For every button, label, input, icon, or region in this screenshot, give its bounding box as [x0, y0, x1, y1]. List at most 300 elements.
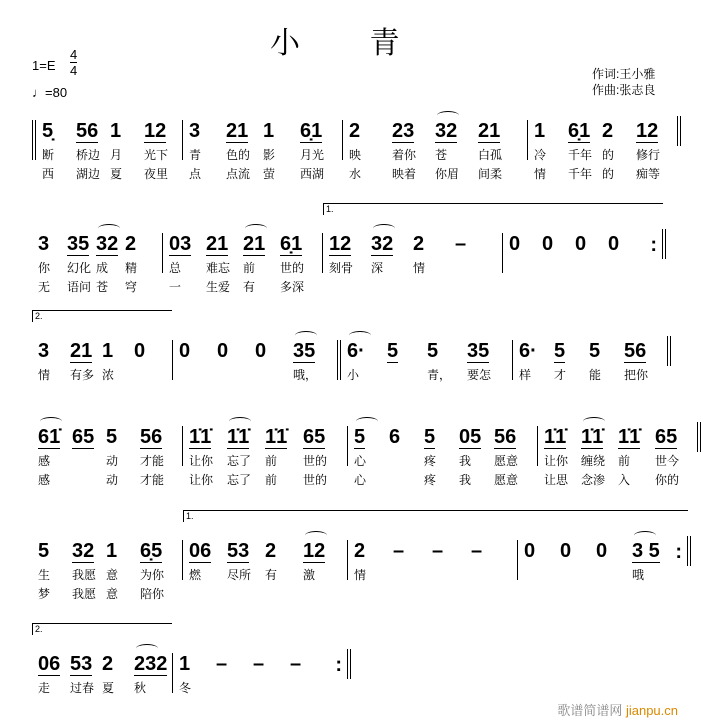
- lyric: 哦，: [293, 368, 318, 382]
- note: 2: [413, 233, 425, 255]
- note-beat: [303, 426, 341, 487]
- measure: [32, 624, 172, 695]
- note-beat: [427, 340, 467, 380]
- measure: [517, 540, 687, 580]
- note: 0: [255, 340, 267, 362]
- note: 21: [243, 233, 266, 255]
- lyric: 过春: [70, 681, 95, 695]
- measure: [32, 311, 172, 382]
- note: –: [432, 540, 444, 562]
- measure: [502, 233, 662, 273]
- note: 1: [102, 340, 114, 362]
- lyric: 一: [169, 280, 182, 294]
- song-title: 小 青: [270, 26, 430, 61]
- lyric: 情: [534, 167, 547, 181]
- note: 56: [140, 426, 163, 448]
- lyric: 你: [38, 261, 51, 275]
- lyric: 走: [38, 681, 51, 695]
- note: 0: [524, 540, 536, 562]
- measure: [342, 120, 527, 181]
- lyric: 情: [413, 261, 426, 275]
- note-beat: [206, 233, 243, 294]
- lyric: 点: [189, 167, 202, 181]
- note: 2: [354, 540, 366, 562]
- lyric: 有多: [70, 368, 95, 382]
- measure: [347, 426, 537, 487]
- note: 35: [67, 233, 90, 255]
- lyric: 让你: [544, 454, 569, 468]
- note-beat: [589, 340, 624, 380]
- note: 12: [303, 540, 326, 562]
- note-beat: [413, 233, 455, 273]
- note: 0: [217, 340, 229, 362]
- lyric: 千年: [568, 167, 593, 181]
- note: 61̇: [38, 426, 61, 448]
- lyric: 冬: [179, 681, 192, 695]
- lyric: 疼: [424, 454, 437, 468]
- lyric: 光下: [144, 148, 169, 162]
- note: 0: [560, 540, 572, 562]
- note: 0: [179, 340, 191, 362]
- note: 5: [354, 426, 366, 448]
- slur-mark: [229, 417, 251, 426]
- lyric: 青: [189, 148, 202, 162]
- note: 232: [134, 653, 168, 675]
- lyric: 前: [265, 454, 278, 468]
- lyric: 疼: [424, 473, 437, 487]
- measure: [537, 426, 697, 487]
- lyric: 萤: [263, 167, 276, 181]
- note: 1: [534, 120, 546, 142]
- lyric: 冷: [534, 148, 547, 162]
- note: 03: [169, 233, 192, 255]
- note-beat: [608, 233, 641, 273]
- lyric: 念渗: [581, 473, 606, 487]
- note: 0: [509, 233, 521, 255]
- note: 5: [106, 426, 118, 448]
- note-beat: [42, 120, 76, 181]
- note: 5̣: [42, 120, 54, 142]
- measure: [172, 340, 337, 380]
- lyric: 深: [371, 261, 384, 275]
- lyric: 色的: [226, 148, 251, 162]
- lyric: 动: [106, 454, 119, 468]
- note-beat: [265, 540, 303, 580]
- lyric: 月: [110, 148, 123, 162]
- lyric: 才能: [140, 454, 165, 468]
- measure: [512, 340, 667, 380]
- note-beat: [459, 426, 494, 487]
- lyric: 意: [106, 568, 119, 582]
- lyric: 世的: [303, 454, 328, 468]
- note-beat: [72, 426, 106, 466]
- score-system: [32, 511, 687, 601]
- lyric: 苍: [435, 148, 448, 162]
- note-beat: [102, 653, 134, 693]
- note-beat: [255, 340, 293, 380]
- slur-mark: [583, 417, 605, 426]
- lyric: 忘了: [227, 454, 252, 468]
- note: 6̣1: [280, 233, 303, 255]
- lyric: 世的: [280, 261, 305, 275]
- note: 53: [70, 653, 93, 675]
- note-beat: [76, 120, 110, 181]
- note-beat: [243, 233, 280, 294]
- note-beat: [38, 540, 72, 601]
- repeat-dots: :: [335, 654, 342, 676]
- note-beat: [568, 120, 602, 181]
- slur-mark: [305, 531, 327, 540]
- repeat-dots: :: [675, 541, 682, 563]
- note-beat: [575, 233, 608, 273]
- note: 21: [226, 120, 249, 142]
- lyric: 你眉: [435, 167, 460, 181]
- lyric: 陪你: [140, 587, 165, 601]
- lyric: 总: [169, 261, 182, 275]
- note: 5: [589, 340, 601, 362]
- lyric: 你的: [655, 473, 680, 487]
- note-beat: [455, 233, 497, 273]
- measure: [182, 120, 342, 181]
- lyric: 世的: [303, 473, 328, 487]
- score-system: [32, 311, 667, 382]
- note: 53: [227, 540, 250, 562]
- note-beat: [265, 426, 303, 487]
- note: –: [216, 653, 228, 675]
- lyric: 多深: [280, 280, 305, 294]
- note-beat: [293, 340, 331, 380]
- note: 2: [125, 233, 137, 255]
- volta-bracket: 2.: [32, 623, 172, 635]
- note-beat: [189, 120, 226, 181]
- lyric: 无: [38, 280, 51, 294]
- slur-mark: [356, 417, 378, 426]
- note: 1: [110, 120, 122, 142]
- note-beat: [534, 120, 568, 181]
- note: 0: [596, 540, 608, 562]
- measure: [32, 540, 182, 601]
- lyric: 映: [349, 148, 362, 162]
- note-beat: [596, 540, 632, 580]
- note-beat: [179, 340, 217, 380]
- lyric: 穹: [125, 280, 138, 294]
- note-beat: [217, 340, 255, 380]
- lyric: 西湖: [300, 167, 325, 181]
- note-beat: [602, 120, 636, 181]
- lyric: 让你: [189, 473, 214, 487]
- note-beat: [542, 233, 575, 273]
- note-beat: [524, 540, 560, 580]
- note: 0: [134, 340, 146, 362]
- tempo-marking: ♩=80: [32, 85, 68, 100]
- note: 0: [575, 233, 587, 255]
- note-beat: [303, 540, 341, 580]
- note-beat: [354, 426, 389, 487]
- note: 56: [624, 340, 647, 362]
- slur-mark: [136, 644, 158, 653]
- note-beat: [618, 426, 655, 487]
- note-beat: [70, 340, 102, 380]
- note: 1: [263, 120, 275, 142]
- note-beat: [38, 426, 72, 487]
- lyricist: 作词:王小雅: [592, 67, 656, 81]
- lyric: 刻骨: [329, 261, 354, 275]
- note-beat: [478, 120, 521, 181]
- lyric: 哦: [632, 568, 645, 582]
- measure: [337, 340, 512, 380]
- lyric: 才能: [140, 473, 165, 487]
- note: 32: [371, 233, 394, 255]
- lyric: 我: [459, 454, 472, 468]
- note-beat: [347, 340, 387, 380]
- note: 65: [655, 426, 678, 448]
- note-beat: [169, 233, 206, 294]
- note-beat: [655, 426, 692, 487]
- note-beat: [38, 653, 70, 693]
- note-beat: [329, 233, 371, 273]
- lyric: 的: [602, 148, 615, 162]
- note-beat: [253, 653, 290, 693]
- lyric: 梦: [38, 587, 51, 601]
- measure: [32, 426, 182, 487]
- note: 6·: [519, 340, 537, 362]
- note: –: [393, 540, 405, 562]
- note-beat: [581, 426, 618, 487]
- note: –: [455, 233, 467, 255]
- note: 06: [38, 653, 61, 675]
- note-beat: [134, 340, 166, 380]
- note-beat: [554, 340, 589, 380]
- note: 1: [179, 653, 191, 675]
- lyric: 水: [349, 167, 362, 181]
- note: 1̇1̇: [544, 426, 567, 448]
- note-beat: [435, 120, 478, 181]
- note-beat: [189, 540, 227, 580]
- measure: [322, 204, 502, 275]
- slur-mark: [295, 331, 317, 340]
- measure: [347, 540, 517, 580]
- lyric: 有: [265, 568, 278, 582]
- note-beat: [96, 233, 125, 294]
- note: 5: [387, 340, 399, 362]
- note: 5: [554, 340, 566, 362]
- lyric: 前: [243, 261, 256, 275]
- note-beat: [72, 540, 106, 601]
- time-top: 4: [70, 47, 78, 62]
- note-beat: [226, 120, 263, 181]
- lyric: 青，: [427, 368, 452, 382]
- note-beat: [290, 653, 327, 693]
- note-beat: [38, 233, 67, 294]
- lyric: 精: [125, 261, 138, 275]
- note: 1̇1̇: [265, 426, 288, 448]
- lyric: 感: [38, 454, 51, 468]
- note-beat: [70, 653, 102, 693]
- note: 0: [542, 233, 554, 255]
- slur-mark: [437, 111, 459, 120]
- note-beat: [189, 426, 227, 487]
- lyric: 西: [42, 167, 55, 181]
- note-beat: [636, 120, 670, 181]
- note-beat: [140, 426, 174, 487]
- lyric: 湖边: [76, 167, 101, 181]
- lyric: 浓: [102, 368, 115, 382]
- note: 05: [459, 426, 482, 448]
- note: 32: [435, 120, 458, 142]
- note: 56: [494, 426, 517, 448]
- measure: [182, 511, 347, 582]
- note: 2: [102, 653, 114, 675]
- lyric: 入: [618, 473, 631, 487]
- note: 1̇1̇: [581, 426, 604, 448]
- score-system: [32, 426, 697, 487]
- note-beat: [387, 340, 427, 380]
- note: 06: [189, 540, 212, 562]
- note: 1: [106, 540, 118, 562]
- note: 3 5: [632, 540, 660, 562]
- lyric: 生爱: [206, 280, 231, 294]
- lyric: 情: [354, 568, 367, 582]
- lyric: 激: [303, 568, 316, 582]
- measure: [182, 426, 347, 487]
- note-beat: [216, 653, 253, 693]
- note: 21: [70, 340, 93, 362]
- note: 65: [72, 426, 95, 448]
- lyric: 情: [38, 368, 51, 382]
- watermark: [557, 700, 678, 719]
- note-beat: [471, 540, 510, 580]
- note-beat: [227, 426, 265, 487]
- lyric: 修行: [636, 148, 661, 162]
- note-beat: [38, 340, 70, 380]
- note: 6̣1: [568, 120, 591, 142]
- repeat-dots: :: [650, 234, 657, 256]
- note-beat: [67, 233, 96, 294]
- lyric: 动: [106, 473, 119, 487]
- lyric: 世今: [655, 454, 680, 468]
- lyric: 前: [265, 473, 278, 487]
- measure: [32, 233, 162, 294]
- note: 32: [96, 233, 119, 255]
- note-beat: [509, 233, 542, 273]
- note-beat: [624, 340, 659, 380]
- note-beat: [632, 540, 668, 580]
- note-beat: [393, 540, 432, 580]
- note-beat: [227, 540, 265, 580]
- note: 21: [478, 120, 501, 142]
- lyric: 间柔: [478, 167, 503, 181]
- note: 1̇1̇: [227, 426, 250, 448]
- lyric: 月光: [300, 148, 325, 162]
- watermark-en: jianpu.cn: [625, 703, 678, 718]
- lyric: 夏: [102, 681, 115, 695]
- note: 65: [303, 426, 326, 448]
- lyric: 我愿: [72, 568, 97, 582]
- note: 21: [206, 233, 229, 255]
- lyric: 燃: [189, 568, 202, 582]
- measure: [32, 120, 182, 181]
- lyric: 心: [354, 454, 367, 468]
- note: 23: [392, 120, 415, 142]
- lyric: 秋: [134, 681, 147, 695]
- slur-mark: [40, 417, 62, 426]
- time-signature: [70, 47, 77, 78]
- note-beat: [494, 426, 529, 487]
- lyric: 语问: [67, 280, 92, 294]
- note: –: [290, 653, 302, 675]
- lyric: 缠绕: [581, 454, 606, 468]
- key-signature: 1=E: [32, 58, 56, 73]
- note: 12: [636, 120, 659, 142]
- lyric: 桥边: [76, 148, 101, 162]
- credits: [592, 66, 655, 98]
- note-beat: [424, 426, 459, 487]
- slur-mark: [349, 331, 371, 340]
- note-beat: [110, 120, 144, 181]
- note: 6·: [347, 340, 365, 362]
- lyric: 难忘: [206, 261, 231, 275]
- lyric: 前: [618, 454, 631, 468]
- lyric: 能: [589, 368, 602, 382]
- slur-mark: [634, 531, 656, 540]
- lyric: 愿意: [494, 473, 519, 487]
- lyric: 把你: [624, 368, 649, 382]
- lyric: 愿意: [494, 454, 519, 468]
- note: 3: [38, 233, 50, 255]
- lyric: 让思: [544, 473, 569, 487]
- measure: [162, 233, 322, 294]
- lyric: 着你: [392, 148, 417, 162]
- lyric: 我愿: [72, 587, 97, 601]
- lyric: 成: [96, 261, 109, 275]
- lyric: 才: [554, 368, 567, 382]
- note: 6: [389, 426, 401, 448]
- note: 56: [76, 120, 99, 142]
- volta-bracket: 2.: [32, 310, 172, 322]
- lyric: 忘了: [227, 473, 252, 487]
- lyric: 影: [263, 148, 276, 162]
- slur-mark: [373, 224, 395, 233]
- time-bottom: 4: [70, 63, 78, 78]
- note-beat: [106, 540, 140, 601]
- lyric: 心: [354, 473, 367, 487]
- lyric: 意: [106, 587, 119, 601]
- note-beat: [140, 540, 174, 601]
- note-beat: [263, 120, 300, 181]
- lyric: 感: [38, 473, 51, 487]
- volta-bracket: 1.: [183, 510, 688, 522]
- note: 3: [38, 340, 50, 362]
- note: 2: [349, 120, 361, 142]
- score-system: [32, 624, 347, 695]
- note-beat: [280, 233, 317, 294]
- lyric: 白孤: [478, 148, 503, 162]
- slur-mark: [98, 224, 120, 233]
- note: 12: [329, 233, 352, 255]
- note: 35: [293, 340, 316, 362]
- note: 5: [38, 540, 50, 562]
- note-beat: [371, 233, 413, 273]
- lyric: 映着: [392, 167, 417, 181]
- note-beat: [354, 540, 393, 580]
- note-beat: [519, 340, 554, 380]
- note-beat: [179, 653, 216, 693]
- note-beat: [102, 340, 134, 380]
- note: –: [253, 653, 265, 675]
- score-system: [32, 120, 677, 181]
- note: 5: [424, 426, 436, 448]
- lyric: 苍: [96, 280, 109, 294]
